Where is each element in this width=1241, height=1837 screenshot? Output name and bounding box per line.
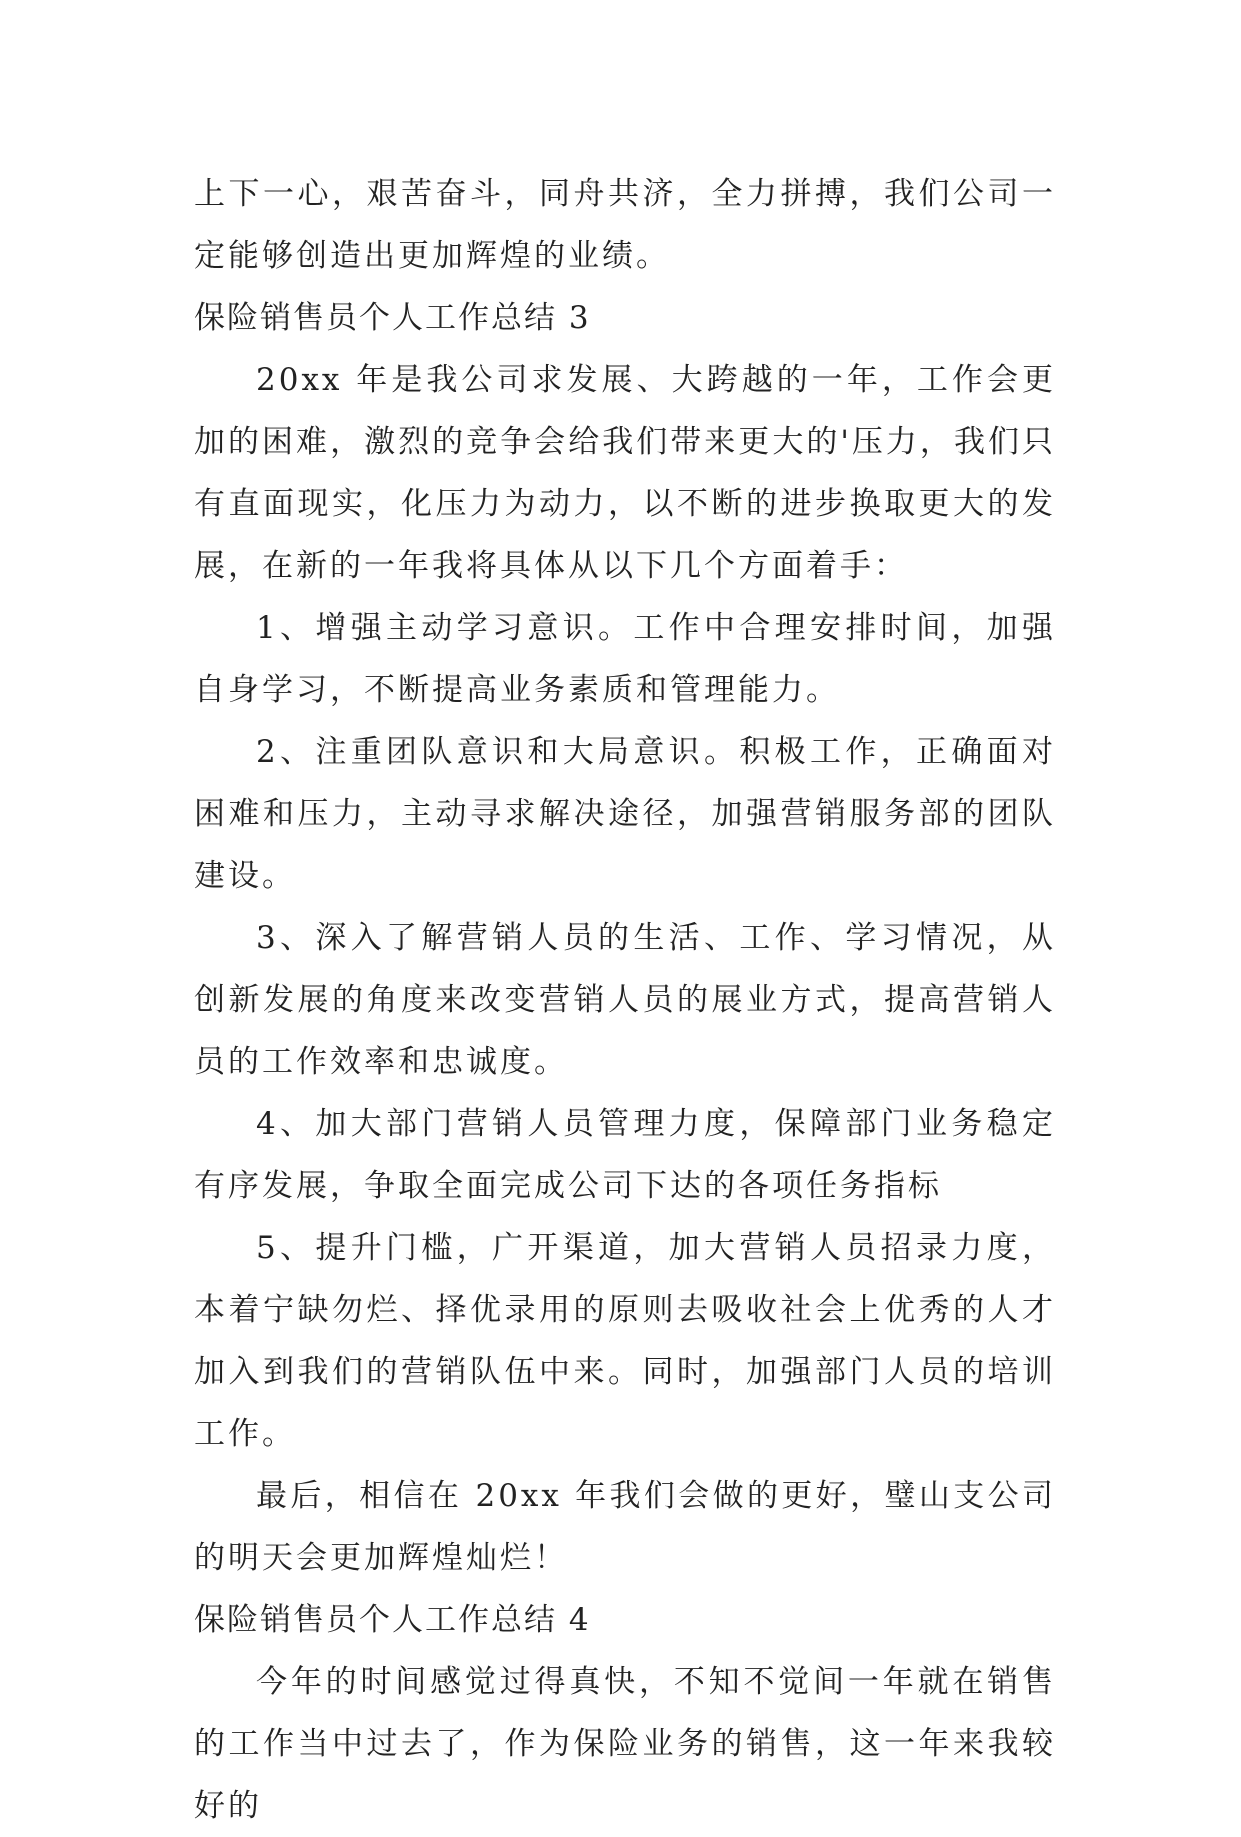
paragraph-item-5: 5、提升门槛，广开渠道，加大营销人员招录力度，本着宁缺勿烂、择优录用的原则去吸收社会上优秀的人才加入到我们的营销队伍中来。同时，加强部门人员的培训工作。 [194,1230,1056,1452]
paragraph-item-4: 4、加大部门营销人员管理力度，保障部门业务稳定有序发展，争取全面完成公司下达的各项任务指标 [194,1106,1056,1204]
paragraph-continuation: 上下一心，艰苦奋斗，同舟共济，全力拼搏，我们公司一定能够创造出更加辉煌的业绩。 [194,176,1056,274]
paragraph-item-3: 3、深入了解营销人员的生活、工作、学习情况，从创新发展的角度来改变营销人员的展业方式，提高营销人员的工作效率和忠诚度。 [194,920,1056,1080]
paragraph-intro: 20xx 年是我公司求发展、大跨越的一年，工作会更加的困难，激烈的竞争会给我们带来更大的'压力，我们只有直面现实，化压力为动力，以不断的进步换取更大的发展，在新的一年我将具体从以下几个方面着手： [194,362,1056,584]
paragraph-item-1: 1、增强主动学习意识。工作中合理安排时间，加强自身学习，不断提高业务素质和管理能力。 [194,610,1056,708]
paragraph-closing: 最后，相信在 20xx 年我们会做的更好，璧山支公司的明天会更加辉煌灿烂！ [194,1478,1056,1576]
paragraph-item-2: 2、注重团队意识和大局意识。积极工作，正确面对困难和压力，主动寻求解决途径，加强营销服务部的团队建设。 [194,734,1056,894]
section-heading-3: 保险销售员个人工作总结 3 [194,300,591,336]
paragraph-section-4-intro: 今年的时间感觉过得真快，不知不觉间一年就在销售的工作当中过去了，作为保险业务的销售，这一年来我较好的 [194,1664,1056,1824]
document-body [194,163,1056,1837]
section-heading-4: 保险销售员个人工作总结 4 [194,1602,591,1638]
